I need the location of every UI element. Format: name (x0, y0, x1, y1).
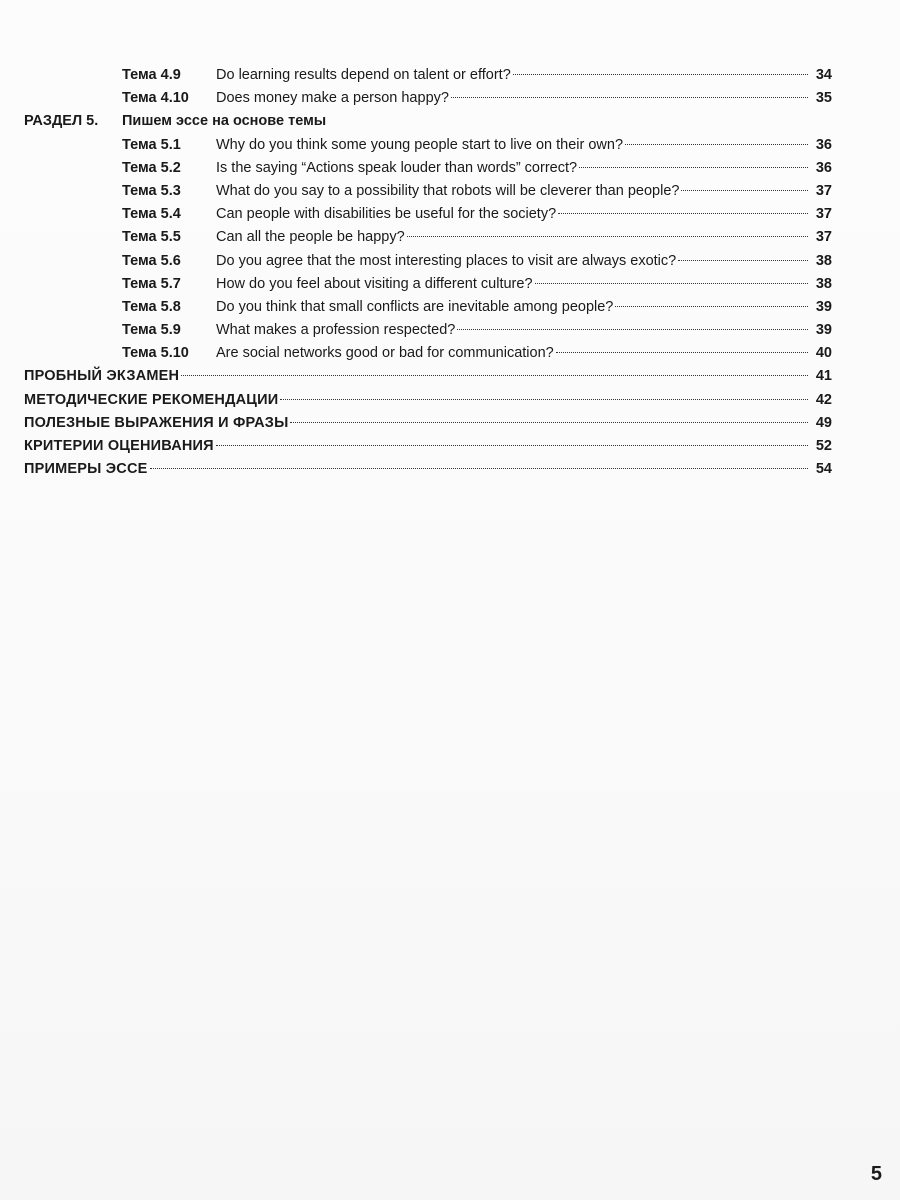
toc-page-number: 49 (815, 414, 832, 431)
toc-section-row (24, 389, 832, 412)
toc-title: How do you feel about visiting a different culture? (216, 275, 533, 292)
toc-page-number: 37 (815, 229, 832, 246)
dot-leader (579, 167, 808, 168)
toc-page-number: 54 (815, 461, 832, 478)
toc-page-number: 38 (815, 252, 832, 269)
toc-topic-row (24, 87, 832, 110)
toc-title: Are social networks good or bad for communication? (216, 345, 554, 362)
dot-leader (457, 329, 808, 330)
dot-leader (216, 445, 808, 446)
toc-section-row (24, 458, 832, 481)
toc-title: Do learning results depend on talent or effort? (216, 67, 511, 83)
toc-label: ПРИМЕРЫ ЭССЕ (24, 461, 148, 478)
toc-page-number: 38 (815, 275, 832, 292)
dot-leader (558, 213, 808, 214)
toc-topic-row (24, 226, 832, 249)
toc-title: Do you think that small conflicts are inevitable among people? (216, 298, 614, 315)
toc-topic-row (24, 64, 832, 87)
toc-label: МЕТОДИЧЕСКИЕ РЕКОМЕНДАЦИИ (24, 391, 279, 408)
toc-topic-row (24, 134, 832, 157)
toc-page-number: 40 (815, 345, 832, 362)
dot-leader (615, 306, 808, 307)
toc-title: Is the saying “Actions speak louder than words” correct? (216, 159, 578, 176)
toc-label: РАЗДЕЛ 5. (24, 113, 99, 130)
toc-title: What do you say to a possibility that robots will be cleverer than people? (216, 182, 680, 199)
toc-title: Can all the people be happy? (216, 229, 405, 246)
toc-label: Тема 5.10 (122, 345, 189, 362)
toc-topic-row (24, 203, 832, 226)
toc-title: Does money make a person happy? (216, 90, 449, 107)
toc-page-number: 36 (815, 136, 832, 153)
toc-topic-row (24, 250, 832, 273)
dot-leader (290, 422, 808, 423)
toc-page-number: 34 (815, 67, 832, 83)
page-number: 5 (870, 1163, 882, 1185)
toc-topic-row (24, 180, 832, 203)
dot-leader (280, 399, 808, 400)
toc-section-heading (24, 110, 832, 133)
dot-leader (556, 352, 808, 353)
toc-page-number: 35 (815, 90, 832, 107)
toc-topic-row (24, 273, 832, 296)
toc-page-number: 41 (815, 368, 832, 385)
toc-page-number: 37 (815, 206, 832, 223)
toc-label: Тема 5.9 (122, 322, 181, 339)
toc-label: Тема 5.6 (122, 252, 181, 269)
toc-label: ПОЛЕЗНЫЕ ВЫРАЖЕНИЯ И ФРАЗЫ (24, 414, 289, 431)
toc-label: Тема 5.8 (122, 298, 181, 315)
toc-title: Пишем эссе на основе темы (122, 113, 327, 130)
toc-topic-row (24, 342, 832, 365)
toc-title: Do you agree that the most interesting places to visit are always exotic? (216, 252, 677, 269)
toc-label: Тема 5.4 (122, 206, 181, 223)
toc-page-number: 52 (815, 438, 832, 454)
dot-leader (181, 375, 808, 376)
dot-leader (535, 283, 808, 284)
toc-label: Тема 5.2 (122, 159, 181, 176)
dot-leader (451, 97, 808, 98)
toc-title: What makes a profession respected? (216, 322, 456, 339)
toc-page-number: 39 (815, 322, 832, 339)
toc-label: Тема 5.5 (122, 229, 181, 246)
dot-leader (513, 74, 808, 75)
toc-title: Can people with disabilities be useful for the society? (216, 206, 557, 223)
toc-page-number: 37 (815, 182, 832, 199)
toc-label: ПРОБНЫЙ ЭКЗАМЕН (24, 368, 180, 385)
toc-label: Тема 4.9 (122, 67, 181, 83)
toc-label: Тема 5.1 (122, 136, 181, 153)
dot-leader (678, 260, 808, 261)
toc-topic-row (24, 296, 832, 319)
toc-page-number: 36 (815, 159, 832, 176)
dot-leader (625, 144, 808, 145)
table-of-contents (24, 64, 832, 481)
toc-label: Тема 5.7 (122, 275, 181, 292)
toc-label: КРИТЕРИИ ОЦЕНИВАНИЯ (24, 438, 214, 454)
toc-section-row (24, 412, 832, 435)
toc-section-row (24, 435, 832, 458)
toc-title: Why do you think some young people start to live on their own? (216, 136, 624, 153)
toc-topic-row (24, 157, 832, 180)
toc-label: Тема 4.10 (122, 90, 189, 107)
toc-label: Тема 5.3 (122, 182, 181, 199)
toc-section-row (24, 365, 832, 388)
dot-leader (150, 468, 809, 469)
toc-topic-row (24, 319, 832, 342)
dot-leader (681, 190, 808, 191)
dot-leader (407, 236, 808, 237)
toc-page-number: 42 (815, 391, 832, 408)
toc-page-number: 39 (815, 298, 832, 315)
